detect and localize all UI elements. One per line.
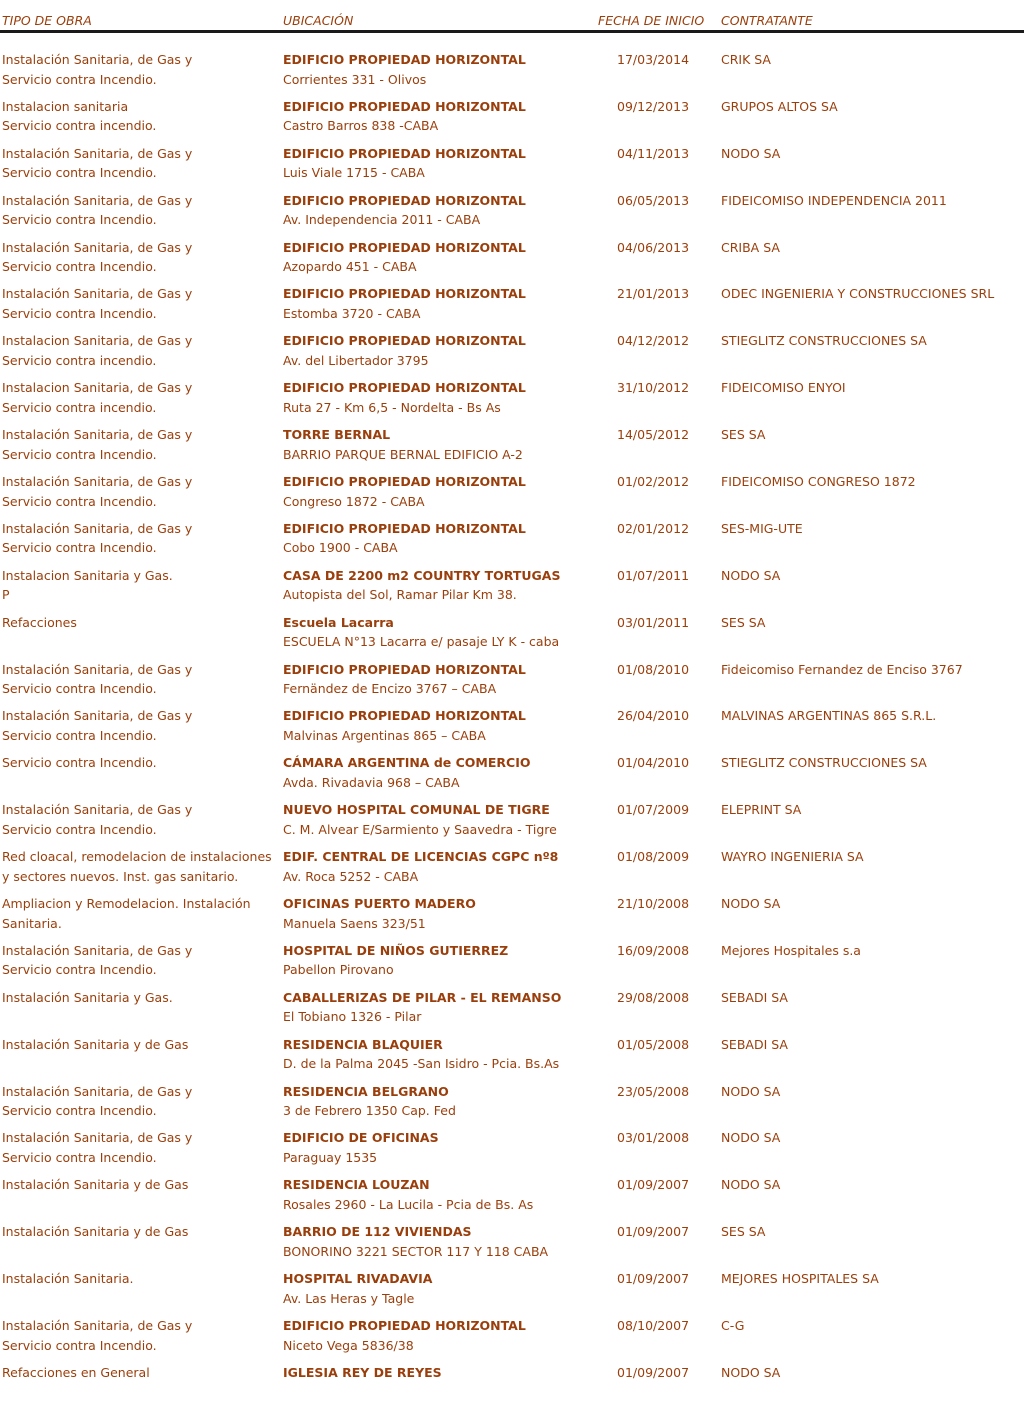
tipo-de-obra-line2: Servicio contra Incendio. xyxy=(2,165,157,181)
contratante: SES-MIG-UTE xyxy=(721,520,803,536)
tipo-de-obra-line2: Servicio contra Incendio. xyxy=(2,493,157,509)
tipo-de-obra-line2: Servicio contra Incendio. xyxy=(2,259,157,275)
fecha-de-inicio: 01/09/2007 xyxy=(617,1364,690,1380)
fecha-de-inicio: 01/09/2007 xyxy=(617,1271,690,1287)
table-row xyxy=(0,378,1024,425)
table-row xyxy=(0,284,1024,331)
ubicacion-title: EDIFICIO PROPIEDAD HORIZONTAL xyxy=(283,145,526,161)
tipo-de-obra-line1: Red cloacal, remodelacion de instalaciones xyxy=(2,849,272,865)
ubicacion-title: EDIFICIO PROPIEDAD HORIZONTAL xyxy=(283,520,526,536)
fecha-de-inicio: 31/10/2012 xyxy=(617,380,690,396)
ubicacion-address: 3 de Febrero 1350 Cap. Fed xyxy=(283,1103,456,1119)
fecha-de-inicio: 08/10/2007 xyxy=(617,1318,690,1334)
tipo-de-obra-line2: Servicio contra Incendio. xyxy=(2,212,157,228)
table-row xyxy=(0,1035,1024,1082)
table-row xyxy=(0,238,1024,285)
table-row xyxy=(0,1316,1024,1363)
fecha-de-inicio: 26/04/2010 xyxy=(617,708,690,724)
ubicacion-title: EDIFICIO DE OFICINAS xyxy=(283,1130,439,1146)
table-row xyxy=(0,191,1024,238)
table-row xyxy=(0,566,1024,613)
table-row xyxy=(0,1082,1024,1129)
tipo-de-obra-line2: Sanitaria. xyxy=(2,915,62,931)
contratante: Mejores Hospitales s.a xyxy=(721,942,861,958)
table-row xyxy=(0,753,1024,800)
contratante: NODO SA xyxy=(721,1177,781,1193)
table-row xyxy=(0,1269,1024,1316)
ubicacion-title: NUEVO HOSPITAL COMUNAL DE TIGRE xyxy=(283,802,550,818)
table-row xyxy=(0,97,1024,144)
tipo-de-obra-line2: Servicio contra Incendio. xyxy=(2,446,157,462)
ubicacion-title: EDIFICIO PROPIEDAD HORIZONTAL xyxy=(283,192,526,208)
tipo-de-obra-line2: Servicio contra Incendio. xyxy=(2,71,157,87)
tipo-de-obra-line2: Servicio contra Incendio. xyxy=(2,1337,157,1353)
contratante: NODO SA xyxy=(721,145,781,161)
ubicacion-address: C. M. Alvear E/Sarmiento y Saavedra - Tigre xyxy=(283,821,557,837)
ubicacion-address: ESCUELA N°13 Lacarra e/ pasaje LY K - caba xyxy=(283,634,560,650)
ubicacion-address: Fernändez de Encizo 3767 – CABA xyxy=(283,681,497,697)
tipo-de-obra-line1: Instalación Sanitaria y de Gas xyxy=(2,1036,189,1052)
table-row xyxy=(0,1175,1024,1222)
table-row xyxy=(0,988,1024,1035)
tipo-de-obra-line2: Servicio contra incendio. xyxy=(2,118,157,134)
fecha-de-inicio: 01/09/2007 xyxy=(617,1224,690,1240)
ubicacion-address: Avda. Rivadavia 968 – CABA xyxy=(283,774,460,790)
ubicacion-address: BARRIO PARQUE BERNAL EDIFICIO A-2 xyxy=(283,446,523,462)
tipo-de-obra-line1: Instalación Sanitaria, de Gas y xyxy=(2,661,193,677)
tipo-de-obra-line1: Instalación Sanitaria, de Gas y xyxy=(2,1130,193,1146)
table-header xyxy=(0,0,1024,33)
ubicacion-address: Ruta 27 - Km 6,5 - Nordelta - Bs As xyxy=(283,399,501,415)
ubicacion-title: EDIFICIO PROPIEDAD HORIZONTAL xyxy=(283,708,526,724)
ubicacion-title: Escuela Lacarra xyxy=(283,614,394,630)
contratante: ODEC INGENIERIA Y CONSTRUCCIONES SRL xyxy=(721,286,995,302)
ubicacion-address: Av. Las Heras y Tagle xyxy=(283,1290,415,1306)
ubicacion-title: HOSPITAL RIVADAVIA xyxy=(283,1271,433,1287)
tipo-de-obra-line1: Instalacion Sanitaria, de Gas y xyxy=(2,333,193,349)
contratante: MALVINAS ARGENTINAS 865 S.R.L. xyxy=(721,708,937,724)
tipo-de-obra-line1: Ampliacion y Remodelacion. Instalación xyxy=(2,896,251,912)
tipo-de-obra-line1: Instalación Sanitaria, de Gas y xyxy=(2,239,193,255)
contratante: SES SA xyxy=(721,427,766,443)
tipo-de-obra-line1: Instalación Sanitaria. xyxy=(2,1271,134,1287)
contratante: FIDEICOMISO CONGRESO 1872 xyxy=(721,474,916,490)
tipo-de-obra-line2: Servicio contra Incendio. xyxy=(2,1149,157,1165)
ubicacion-title: CASA DE 2200 m2 COUNTRY TORTUGAS xyxy=(283,567,561,583)
fecha-de-inicio: 01/08/2009 xyxy=(617,849,690,865)
ubicacion-title: EDIFICIO PROPIEDAD HORIZONTAL xyxy=(283,380,526,396)
tipo-de-obra-line1: Instalación Sanitaria, de Gas y xyxy=(2,474,193,490)
fecha-de-inicio: 21/01/2013 xyxy=(617,286,690,302)
fecha-de-inicio: 04/11/2013 xyxy=(617,145,690,161)
ubicacion-title: EDIFICIO PROPIEDAD HORIZONTAL xyxy=(283,333,526,349)
fecha-de-inicio: 01/04/2010 xyxy=(617,755,690,771)
fecha-de-inicio: 17/03/2014 xyxy=(617,52,690,67)
ubicacion-address: BONORINO 3221 SECTOR 117 Y 118 CABA xyxy=(283,1243,549,1259)
fecha-de-inicio: 03/01/2008 xyxy=(617,1130,690,1146)
tipo-de-obra-line2: Servicio contra Incendio. xyxy=(2,1103,157,1119)
tipo-de-obra-line2: Servicio contra Incendio. xyxy=(2,681,157,697)
contratante: SES SA xyxy=(721,1224,766,1240)
ubicacion-address: Malvinas Argentinas 865 – CABA xyxy=(283,727,486,743)
ubicacion-address: Autopista del Sol, Ramar Pilar Km 38. xyxy=(283,587,517,603)
tipo-de-obra-line1: Instalación Sanitaria, de Gas y xyxy=(2,520,193,536)
tipo-de-obra-line1: Instalación Sanitaria, de Gas y xyxy=(2,802,193,818)
tipo-de-obra-line2: Servicio contra incendio. xyxy=(2,399,157,415)
ubicacion-title: EDIF. CENTRAL DE LICENCIAS CGPC nº8 xyxy=(283,849,559,865)
table-row xyxy=(0,800,1024,847)
contratante: MEJORES HOSPITALES SA xyxy=(721,1271,879,1287)
fecha-de-inicio: 09/12/2013 xyxy=(617,98,690,114)
contratante: NODO SA xyxy=(721,896,781,912)
table-row xyxy=(0,144,1024,191)
tipo-de-obra-line1: Instalación Sanitaria y de Gas xyxy=(2,1224,189,1240)
tipo-de-obra-line1: Servicio contra Incendio. xyxy=(2,755,157,771)
contratante: CRIBA SA xyxy=(721,239,780,255)
contratante: GRUPOS ALTOS SA xyxy=(721,98,838,114)
tipo-de-obra-line2: Servicio contra Incendio. xyxy=(2,821,157,837)
table-row xyxy=(0,331,1024,378)
ubicacion-title: CÁMARA ARGENTINA de COMERCIO xyxy=(283,755,531,771)
contratante: NODO SA xyxy=(721,567,781,583)
table-row xyxy=(0,472,1024,519)
table-row xyxy=(0,706,1024,753)
tipo-de-obra-line1: Instalación Sanitaria, de Gas y xyxy=(2,942,193,958)
fecha-de-inicio: 16/09/2008 xyxy=(617,942,690,958)
ubicacion-address: Estomba 3720 - CABA xyxy=(283,305,421,321)
fecha-de-inicio: 04/12/2012 xyxy=(617,333,690,349)
ubicacion-title: RESIDENCIA BELGRANO xyxy=(283,1083,449,1099)
ubicacion-address: Castro Barros 838 -CABA xyxy=(283,118,439,134)
tipo-de-obra-line2: Servicio contra Incendio. xyxy=(2,727,157,743)
ubicacion-title: RESIDENCIA BLAQUIER xyxy=(283,1036,443,1052)
works-table-body xyxy=(0,50,1024,1410)
fecha-de-inicio: 01/02/2012 xyxy=(617,474,690,490)
tipo-de-obra-line2: Servicio contra Incendio. xyxy=(2,962,157,978)
table-row xyxy=(0,941,1024,988)
tipo-de-obra-line1: Instalación Sanitaria, de Gas y xyxy=(2,1083,193,1099)
ubicacion-address: Cobo 1900 - CABA xyxy=(283,540,398,556)
contratante: Fideicomiso Fernandez de Enciso 3767 xyxy=(721,661,963,677)
fecha-de-inicio: 01/07/2009 xyxy=(617,802,690,818)
ubicacion-title: RESIDENCIA LOUZAN xyxy=(283,1177,430,1193)
ubicacion-address: Rosales 2960 - La Lucila - Pcia de Bs. As xyxy=(283,1196,534,1212)
fecha-de-inicio: 29/08/2008 xyxy=(617,989,690,1005)
contratante: WAYRO INGENIERIA SA xyxy=(721,849,864,865)
ubicacion-title: TORRE BERNAL xyxy=(283,427,391,443)
fecha-de-inicio: 01/05/2008 xyxy=(617,1036,690,1052)
table-row xyxy=(0,1128,1024,1175)
contratante: FIDEICOMISO INDEPENDENCIA 2011 xyxy=(721,192,947,208)
ubicacion-address: Corrientes 331 - Olivos xyxy=(283,71,427,87)
ubicacion-title: EDIFICIO PROPIEDAD HORIZONTAL xyxy=(283,661,526,677)
contratante: SEBADI SA xyxy=(721,989,788,1005)
tipo-de-obra-line1: Instalación Sanitaria, de Gas y xyxy=(2,192,193,208)
fecha-de-inicio: 03/01/2011 xyxy=(617,614,690,630)
ubicacion-address: Paraguay 1535 xyxy=(283,1149,378,1165)
contratante: NODO SA xyxy=(721,1130,781,1146)
table-row xyxy=(0,613,1024,660)
tipo-de-obra-line1: Instalacion sanitaria xyxy=(2,98,129,114)
ubicacion-title: EDIFICIO PROPIEDAD HORIZONTAL xyxy=(283,98,526,114)
tipo-de-obra-line1: Instalación Sanitaria, de Gas y xyxy=(2,145,193,161)
contratante: NODO SA xyxy=(721,1083,781,1099)
ubicacion-address: Av. Independencia 2011 - CABA xyxy=(283,212,481,228)
ubicacion-address: Niceto Vega 5836/38 xyxy=(283,1337,414,1353)
tipo-de-obra-line2: Servicio contra Incendio. xyxy=(2,305,157,321)
fecha-de-inicio: 06/05/2013 xyxy=(617,192,690,208)
ubicacion-address: El Tobiano 1326 - Pilar xyxy=(283,1009,422,1025)
tipo-de-obra-line1: Instalación Sanitaria y de Gas xyxy=(2,1177,189,1193)
table-row xyxy=(0,847,1024,894)
tipo-de-obra-line1: Instalación Sanitaria, de Gas y xyxy=(2,52,193,67)
ubicacion-title: EDIFICIO PROPIEDAD HORIZONTAL xyxy=(283,1318,526,1334)
fecha-de-inicio: 01/09/2007 xyxy=(617,1177,690,1193)
tipo-de-obra-line2: P xyxy=(2,587,10,603)
fecha-de-inicio: 23/05/2008 xyxy=(617,1083,690,1099)
table-row xyxy=(0,519,1024,566)
tipo-de-obra-line1: Instalacion Sanitaria y Gas. xyxy=(2,567,173,583)
table-row xyxy=(0,50,1024,97)
column-header-contratante: CONTRATANTE xyxy=(721,13,813,28)
ubicacion-title: EDIFICIO PROPIEDAD HORIZONTAL xyxy=(283,52,526,67)
table-row xyxy=(0,1222,1024,1269)
column-header-fecha-de-inicio: FECHA DE INICIO xyxy=(598,13,705,28)
ubicacion-address: Pabellon Pirovano xyxy=(283,962,394,978)
tipo-de-obra-line1: Instalación Sanitaria, de Gas y xyxy=(2,708,193,724)
fecha-de-inicio: 04/06/2013 xyxy=(617,239,690,255)
tipo-de-obra-line1: Instalacion Sanitaria, de Gas y xyxy=(2,380,193,396)
ubicacion-address: Av. del Libertador 3795 xyxy=(283,352,429,368)
ubicacion-title: IGLESIA REY DE REYES xyxy=(283,1364,442,1380)
tipo-de-obra-line1: Refacciones en General xyxy=(2,1364,150,1380)
table-row xyxy=(0,660,1024,707)
ubicacion-address: Manuela Saens 323/51 xyxy=(283,915,426,931)
contratante: SES SA xyxy=(721,614,766,630)
tipo-de-obra-line1: Instalación Sanitaria y Gas. xyxy=(2,989,173,1005)
ubicacion-address: Av. Roca 5252 - CABA xyxy=(283,868,419,884)
tipo-de-obra-line1: Instalación Sanitaria, de Gas y xyxy=(2,1318,193,1334)
ubicacion-title: EDIFICIO PROPIEDAD HORIZONTAL xyxy=(283,239,526,255)
fecha-de-inicio: 02/01/2012 xyxy=(617,520,690,536)
fecha-de-inicio: 21/10/2008 xyxy=(617,896,690,912)
contratante: SEBADI SA xyxy=(721,1036,788,1052)
fecha-de-inicio: 14/05/2012 xyxy=(617,427,690,443)
table-row xyxy=(0,894,1024,941)
contratante: CRIK SA xyxy=(721,52,771,67)
ubicacion-address: Congreso 1872 - CABA xyxy=(283,493,425,509)
column-header-ubicacion: UBICACIÓN xyxy=(283,13,354,28)
ubicacion-title: BARRIO DE 112 VIVIENDAS xyxy=(283,1224,472,1240)
ubicacion-title: EDIFICIO PROPIEDAD HORIZONTAL xyxy=(283,474,526,490)
ubicacion-title: OFICINAS PUERTO MADERO xyxy=(283,896,476,912)
table-row xyxy=(0,1363,1024,1410)
ubicacion-address: Azopardo 451 - CABA xyxy=(283,259,417,275)
tipo-de-obra-line1: Instalación Sanitaria, de Gas y xyxy=(2,286,193,302)
contratante: NODO SA xyxy=(721,1364,781,1380)
ubicacion-title: HOSPITAL DE NIÑOS GUTIERREZ xyxy=(283,942,509,958)
fecha-de-inicio: 01/07/2011 xyxy=(617,567,690,583)
ubicacion-address: D. de la Palma 2045 -San Isidro - Pcia. Bs.As xyxy=(283,1056,560,1072)
contratante: ELEPRINT SA xyxy=(721,802,802,818)
ubicacion-title: CABALLERIZAS DE PILAR - EL REMANSO xyxy=(283,989,562,1005)
table-row xyxy=(0,425,1024,472)
ubicacion-address: Luis Viale 1715 - CABA xyxy=(283,165,425,181)
contratante: FIDEICOMISO ENYOI xyxy=(721,380,846,396)
contratante: STIEGLITZ CONSTRUCCIONES SA xyxy=(721,755,927,771)
contratante: STIEGLITZ CONSTRUCCIONES SA xyxy=(721,333,927,349)
fecha-de-inicio: 01/08/2010 xyxy=(617,661,690,677)
ubicacion-title: EDIFICIO PROPIEDAD HORIZONTAL xyxy=(283,286,526,302)
tipo-de-obra-line2: Servicio contra Incendio. xyxy=(2,540,157,556)
tipo-de-obra-line1: Refacciones xyxy=(2,614,77,630)
tipo-de-obra-line2: y sectores nuevos. Inst. gas sanitario. xyxy=(2,868,239,884)
tipo-de-obra-line1: Instalación Sanitaria, de Gas y xyxy=(2,427,193,443)
contratante: C-G xyxy=(721,1318,745,1334)
tipo-de-obra-line2: Servicio contra incendio. xyxy=(2,352,157,368)
column-header-tipo-de-obra: TIPO DE OBRA xyxy=(2,13,92,28)
